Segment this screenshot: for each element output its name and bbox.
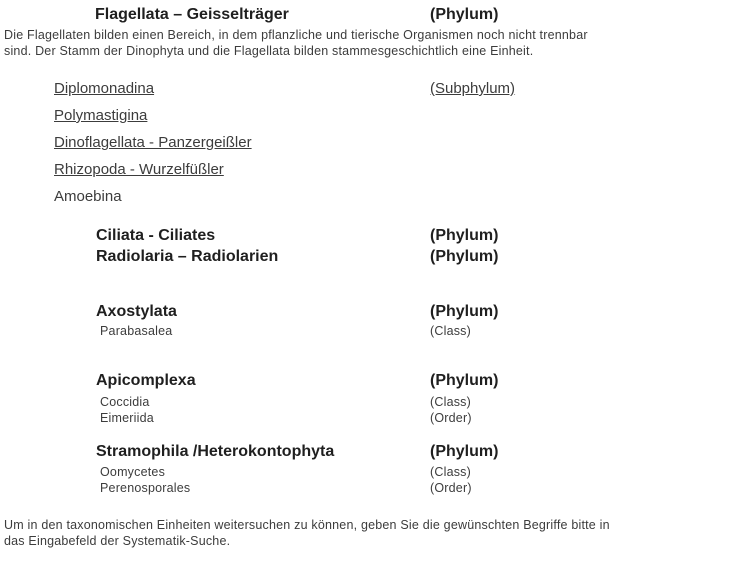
section-rank-radiolaria: (Phylum) (430, 248, 499, 265)
section-ciliata (0, 227, 735, 245)
section-stramophila (0, 443, 735, 461)
section-apicomplexa (0, 372, 735, 390)
list-item-amoebina: Amoebina (54, 188, 122, 205)
child-row-oomycetes (0, 465, 735, 479)
section-title-stramophila: Stramophila /Heterokontophyta (96, 443, 335, 460)
section-axostylata (0, 303, 735, 321)
section-title-axostylata: Axostylata (96, 303, 177, 320)
section-title-radiolaria: Radiolaria – Radiolarien (96, 248, 279, 265)
page-header (0, 6, 735, 24)
link-row-rhizopoda (0, 161, 735, 178)
child-rank-perenosporales: (Order) (430, 481, 472, 495)
child-rank-oomycetes: (Class) (430, 465, 471, 479)
child-name-coccidia: Coccidia (100, 395, 150, 409)
footer-note-line-2 (0, 534, 735, 548)
link-row-dinoflagellata (0, 134, 735, 151)
child-row-eimeriida (0, 411, 735, 425)
footer-text-2: das Eingabefeld der Systematik-Suche. (4, 534, 231, 548)
link-diplomonadina-rank[interactable]: (Subphylum) (430, 80, 516, 97)
page-title-rank: (Phylum) (430, 6, 499, 23)
link-polymastigina[interactable]: Polymastigina (54, 107, 148, 124)
child-row-perenosporales (0, 481, 735, 495)
section-rank-stramophila: (Phylum) (430, 443, 499, 460)
section-rank-ciliata: (Phylum) (430, 227, 499, 244)
child-name-parabasalea: Parabasalea (100, 324, 173, 338)
link-diplomonadina[interactable]: Diplomonadina (54, 80, 155, 97)
link-row-amoebina (0, 188, 735, 205)
section-radiolaria (0, 248, 735, 266)
child-rank-coccidia: (Class) (430, 395, 471, 409)
link-dinoflagellata[interactable]: Dinoflagellata - Panzergeißler (54, 134, 252, 151)
child-name-oomycetes: Oomycetes (100, 465, 166, 479)
section-rank-apicomplexa: (Phylum) (430, 372, 499, 389)
intro-text-1: Die Flagellaten bilden einen Bereich, in dem pflanzliche und tierische Organismen noch nicht trennbar (4, 28, 588, 42)
child-name-perenosporales: Perenosporales (100, 481, 191, 495)
section-title-apicomplexa: Apicomplexa (96, 372, 196, 389)
page-title: Flagellata – Geisselträger (95, 6, 289, 23)
footer-text-1: Um in den taxonomischen Einheiten weitersuchen zu können, geben Sie die gewünschten Begriffe bitte in (4, 518, 610, 532)
intro-paragraph-line-2 (0, 44, 735, 58)
section-rank-axostylata: (Phylum) (430, 303, 499, 320)
link-row-diplomonadina (0, 80, 735, 97)
link-row-polymastigina (0, 107, 735, 124)
intro-paragraph-line-1 (0, 28, 735, 42)
child-rank-parabasalea: (Class) (430, 324, 471, 338)
child-row-coccidia (0, 395, 735, 409)
section-title-ciliata: Ciliata - Ciliates (96, 227, 216, 244)
child-row-parabasalea (0, 324, 735, 338)
intro-text-2: sind. Der Stamm der Dinophyta und die Flagellata bilden stammesgeschichtlich eine Einheit. (4, 44, 534, 58)
footer-note-line-1 (0, 518, 735, 532)
child-rank-eimeriida: (Order) (430, 411, 472, 425)
link-rhizopoda[interactable]: Rhizopoda - Wurzelfüßler (54, 161, 224, 178)
child-name-eimeriida: Eimeriida (100, 411, 154, 425)
